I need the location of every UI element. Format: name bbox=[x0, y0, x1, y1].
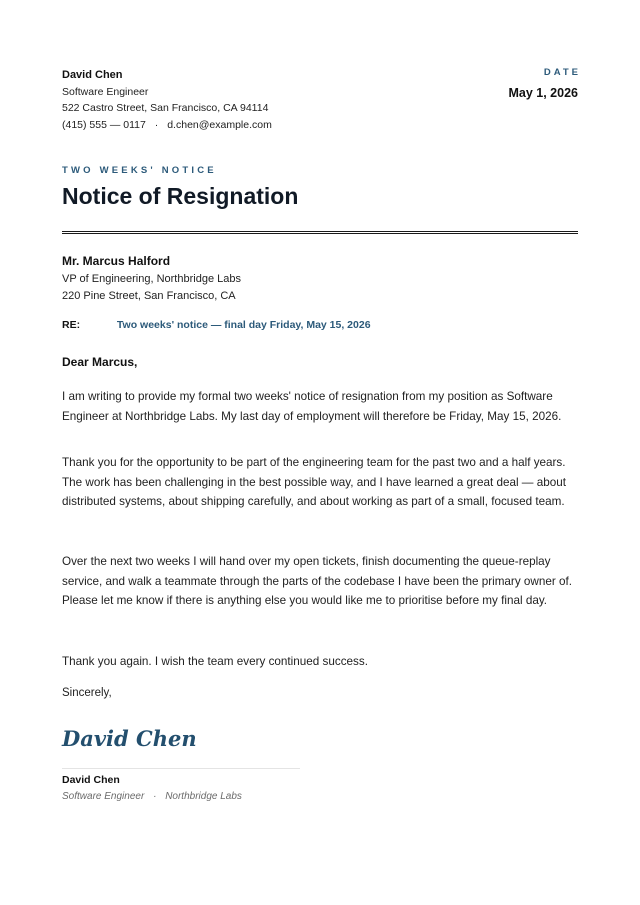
subject-text: Two weeks' notice — final day Friday, May 15, 2026 bbox=[116, 319, 371, 331]
body-paragraph-4: Thank you again. I wish the team every continued success. bbox=[62, 655, 368, 668]
body-paragraph-2: Thank you for the opportunity to be part of the engineering team for the past two and a half years. The work has been challenging in the best possible way, and I have learned a great deal — about distributed systems, about shipping carefully, and about working as part of a small, focused team. bbox=[62, 456, 566, 508]
subject-line bbox=[62, 319, 371, 331]
signature-divider bbox=[62, 768, 300, 769]
handwritten-signature: David Chen bbox=[62, 726, 197, 751]
sender-phone: (415) 555 — 0117 bbox=[62, 118, 146, 131]
date-label: DATE bbox=[543, 67, 581, 78]
body-paragraph-3: Over the next two weeks I will hand over my open tickets, finish documenting the queue-replay service, and walk a teammate through the parts of the codebase I have been the primary owner of. Please let me know if there is anything else you would like me to prioritise before my final day. bbox=[62, 555, 572, 607]
sender-address: 522 Castro Street, San Francisco, CA 94114 bbox=[62, 102, 269, 114]
title-divider bbox=[62, 231, 578, 234]
letter-eyebrow: TWO WEEKS' NOTICE bbox=[62, 165, 217, 176]
salutation: Dear Marcus, bbox=[62, 355, 138, 369]
date-value: May 1, 2026 bbox=[508, 86, 578, 100]
letter-page bbox=[62, 0, 581, 905]
sender-contact bbox=[62, 117, 272, 134]
signature-separator: · bbox=[153, 791, 157, 802]
sender-block bbox=[62, 67, 272, 133]
signature-role: Software Engineer bbox=[62, 791, 145, 802]
sender-name: David Chen bbox=[62, 69, 123, 81]
signature-role-line bbox=[62, 791, 242, 802]
recipient-block bbox=[62, 253, 241, 306]
contact-separator: · bbox=[154, 118, 159, 131]
date-block bbox=[509, 67, 579, 100]
signature-company: Northbridge Labs bbox=[165, 791, 242, 802]
recipient-address: 220 Pine Street, San Francisco, CA bbox=[62, 290, 236, 302]
signature-name: David Chen bbox=[62, 774, 120, 786]
recipient-title: VP of Engineering, Northbridge Labs bbox=[62, 272, 241, 285]
body-paragraph-1: I am writing to provide my formal two weeks' notice of resignation from my position as Software Engineer at Northbridge Labs. My last day of employment will therefore be Friday, May 15, 2026. bbox=[62, 390, 562, 423]
page-title: Notice of Resignation bbox=[62, 183, 299, 209]
sender-title: Software Engineer bbox=[62, 85, 149, 98]
subject-label: RE: bbox=[62, 319, 81, 331]
closing: Sincerely, bbox=[62, 687, 112, 699]
sender-email: d.chen@example.com bbox=[167, 118, 272, 131]
recipient-name: Mr. Marcus Halford bbox=[62, 254, 171, 268]
